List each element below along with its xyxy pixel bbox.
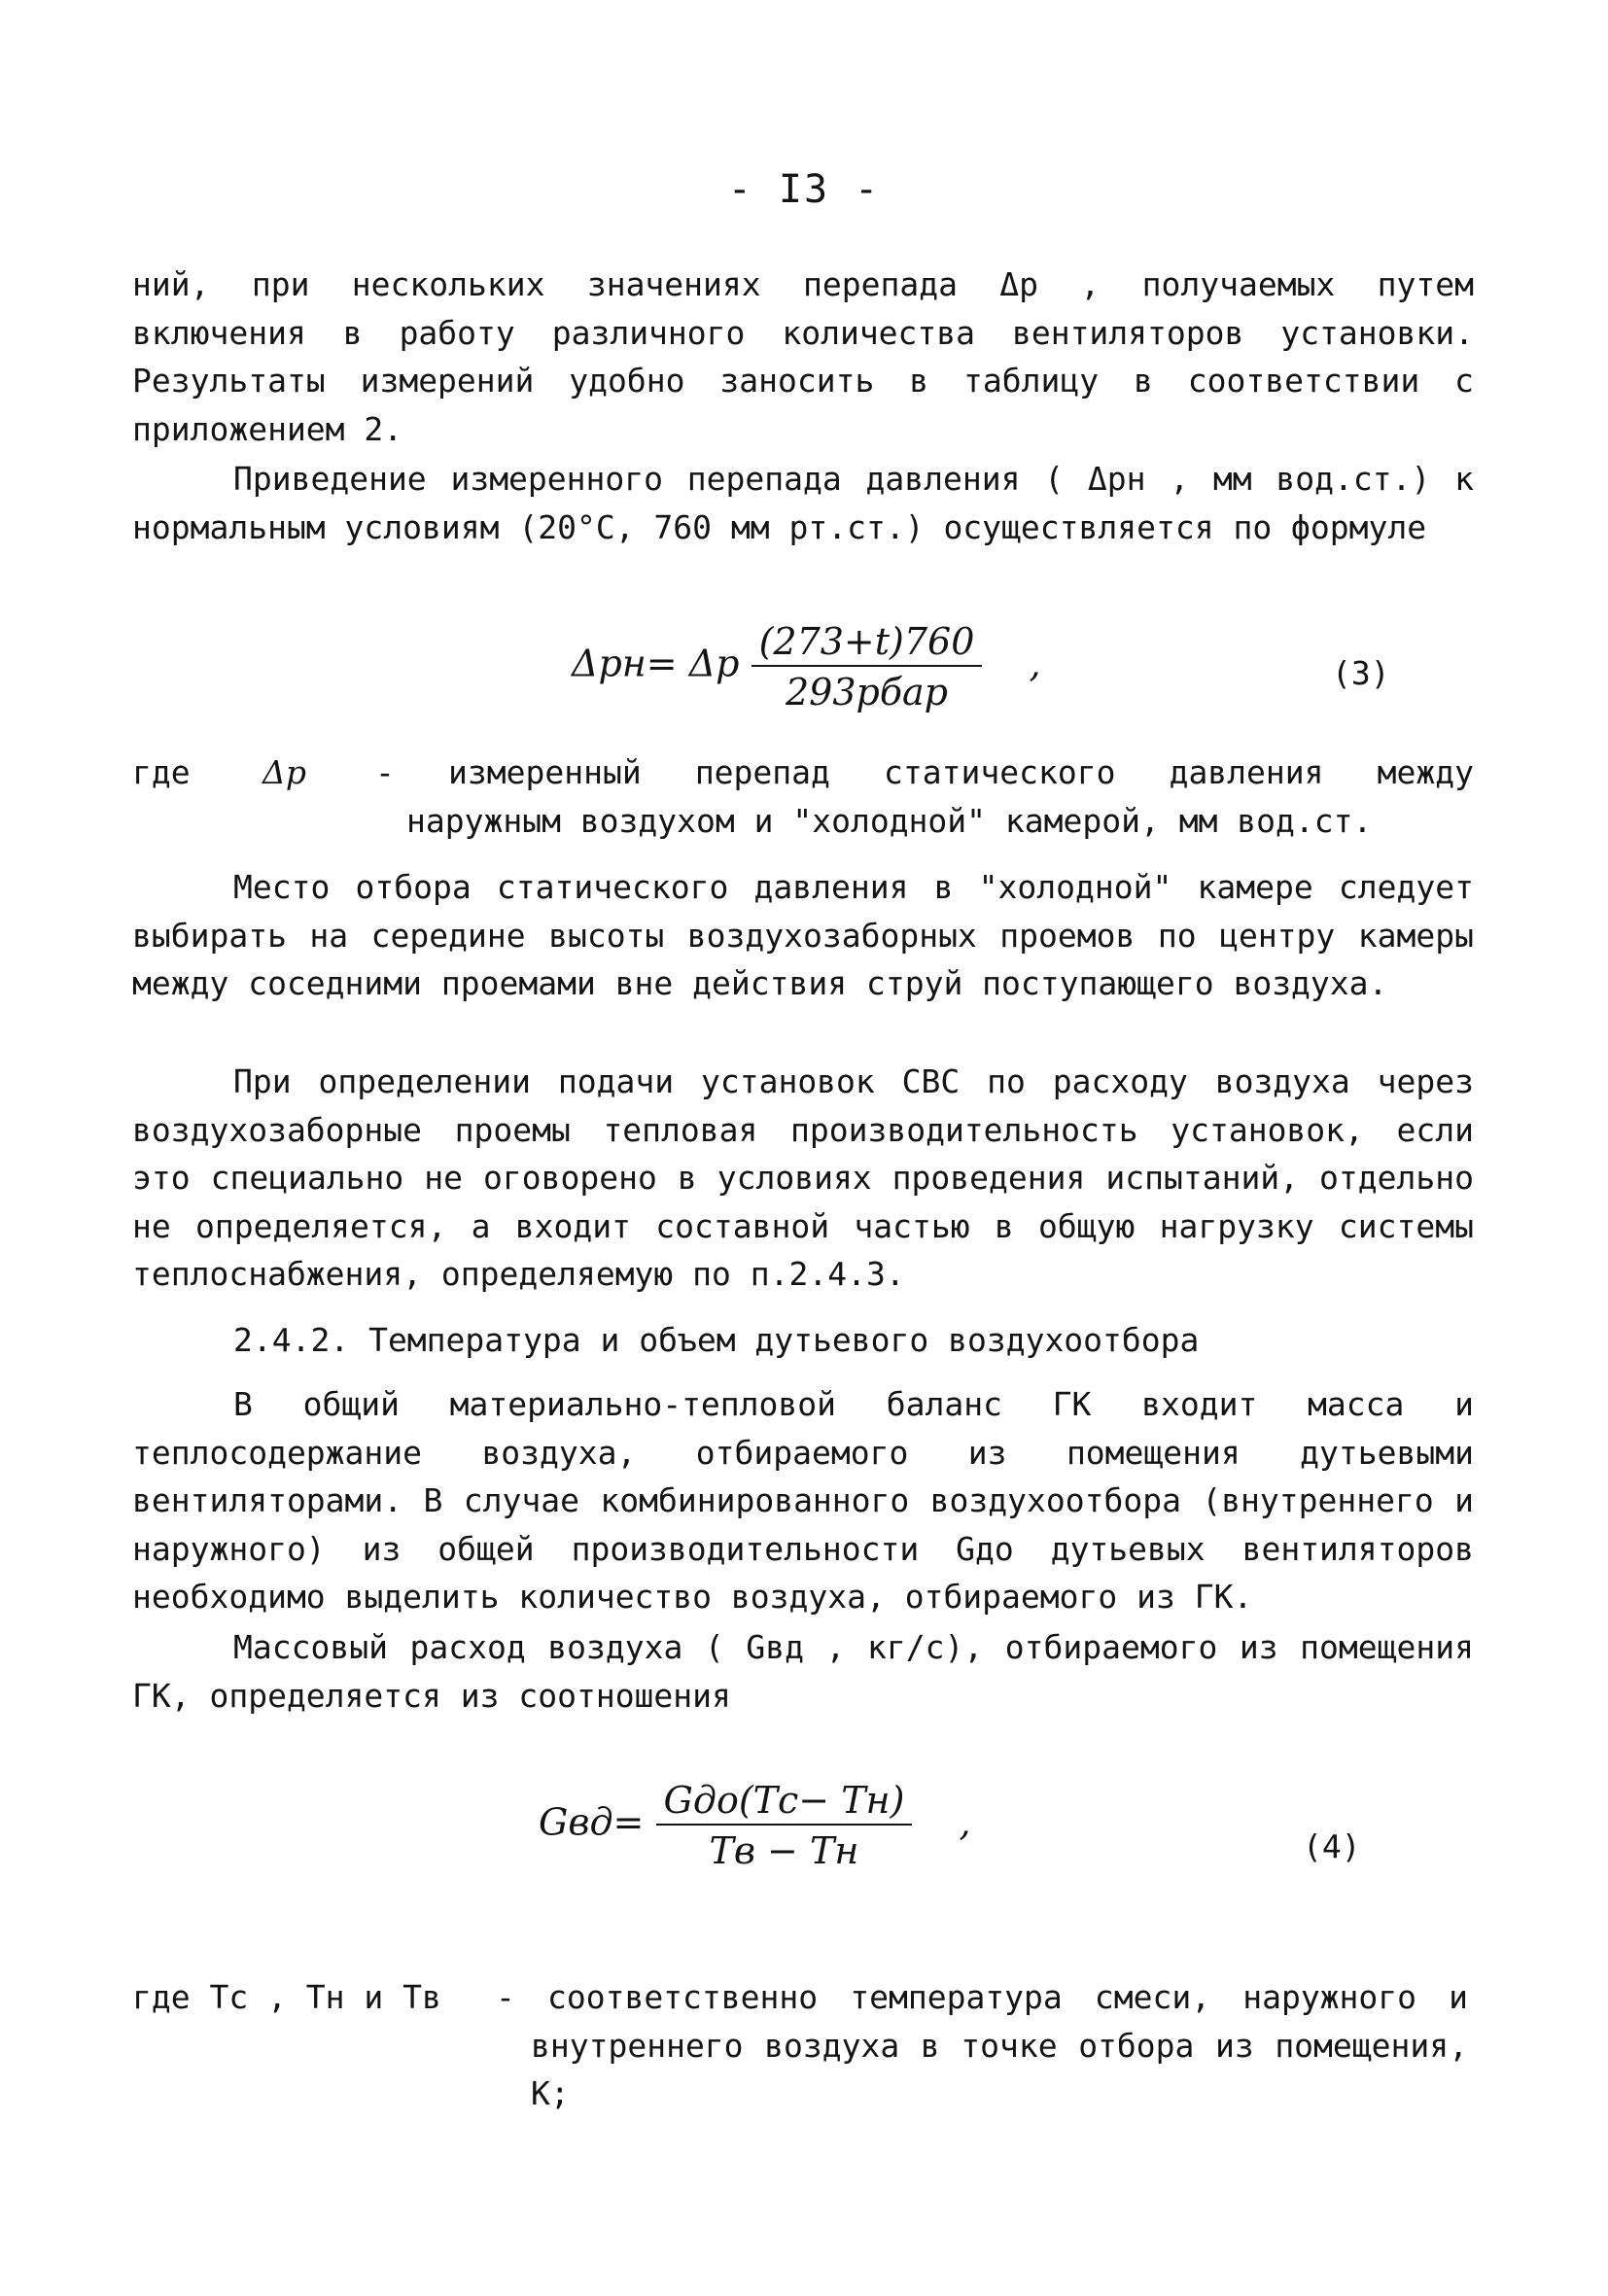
formula-3-comma: ,: [1029, 642, 1041, 685]
formula-3-numerator: (273+t)760: [752, 620, 983, 667]
paragraph-6: Массовый расход воздуха ( Gвд , кг/с), отбираемого из помещения ГК, определяется из соотношения: [132, 1628, 1474, 1715]
where-1-text: - измеренный перепад статического давления между наружным воздухом и "холодной" камерой, мм вод.ст.: [375, 753, 1474, 840]
paragraph-2: Приведение измеренного перепада давления ( Δpн , мм вод.ст.) к нормальным условиям (20°С, 760 мм рт.ст.) осуществляется по формуле: [132, 460, 1474, 546]
where-2-text: - соответственно температура смеси, наружного и внутреннего воздуха в точке отбора из помещения, К;: [496, 1978, 1468, 2112]
formula-3-lhs: Δpн= Δp: [572, 642, 740, 685]
where-1-symbol: Δp: [262, 753, 306, 791]
equation-number-3: (3): [1332, 654, 1390, 692]
equation-number-4: (4): [1303, 1827, 1361, 1865]
paragraph-3: Место отбора статического давления в "холодной" камере следует выбирать на середине высоты воздухозаборных проемов по центру камеры между соседними проемами вне действия струй поступающего воздуха.: [132, 868, 1474, 1002]
page-number: - I3 -: [727, 167, 881, 212]
formula-3-denominator: 293pбар: [785, 671, 948, 713]
formula-4-comma: ,: [959, 1800, 971, 1844]
formula-4-numerator: Gдо(Tс− Tн): [656, 1779, 913, 1826]
formula-4: [539, 1779, 971, 1872]
section-heading: 2.4.2. Температура и объем дутьевого воздухоотбора: [233, 1321, 1200, 1359]
formula-4-denominator: Tв − Tн: [709, 1829, 859, 1872]
where-1-prefix: где: [132, 753, 191, 791]
paragraph-4: При определении подачи установок СВС по расходу воздуха через воздухозаборные проемы тепловая производительность установок, если это специально не оговорено в условиях проведения испытаний, отдельно не определяется, а входит составной частью в общую нагрузку системы теплоснабжения, определяемую по п.2.4.3.: [132, 1062, 1474, 1293]
where-2-prefix: где Tс , Tн и Tв: [132, 1978, 441, 2016]
paragraph-1: ний, при нескольких значениях перепада Δp , получаемых путем включения в работу различного количества вентиляторов установки. Результаты измерений удобно заносить в таблицу в соответствии с приложением 2.: [132, 265, 1474, 448]
formula-3: [572, 620, 1041, 713]
formula-4-lhs: Gвд=: [539, 1800, 645, 1844]
formula-3-fraction: [752, 620, 983, 713]
paragraph-5: В общий материально-тепловой баланс ГК входит масса и теплосодержание воздуха, отбираемого из помещения дутьевыми вентиляторами. В случае комбинированного воздухоотбора (внутреннего и наружного) из общей производительности Gдо дутьевых вентиляторов необходимо выделить количество воздуха, отбираемого из ГК.: [132, 1385, 1474, 1616]
formula-4-fraction: [656, 1779, 913, 1872]
